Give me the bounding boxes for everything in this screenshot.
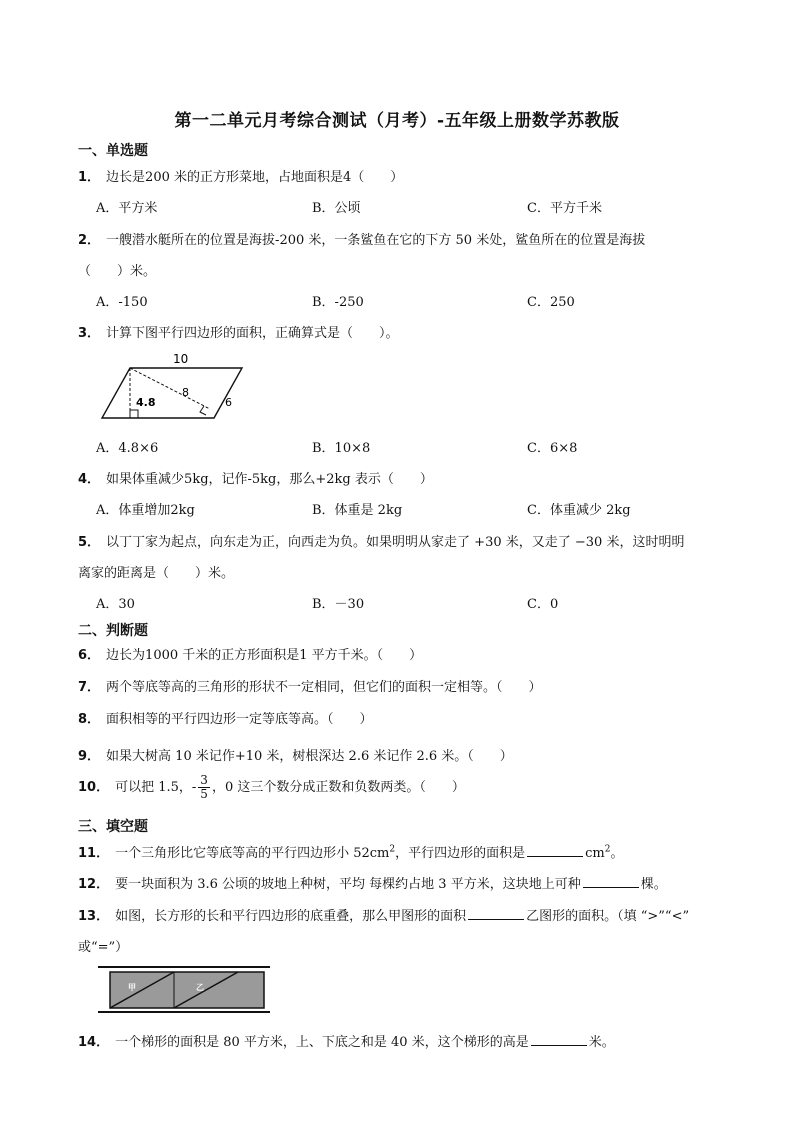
fig-label-yi: 乙 xyxy=(196,983,204,992)
q5-option-c[interactable]: C．0 xyxy=(527,597,559,612)
q3-option-c[interactable]: C．6×8 xyxy=(527,441,578,456)
q1-option-b[interactable]: B．公顷 xyxy=(312,201,361,216)
q5-option-b[interactable]: B．－30 xyxy=(312,597,365,612)
fig-label-diagonal: 8 xyxy=(182,386,189,399)
q1-option-a[interactable]: A．平方米 xyxy=(96,201,158,216)
q4-option-b[interactable]: B．体重是 2kg xyxy=(312,503,403,518)
page-title: 第一二单元月考综合测试（月考）-五年级上册数学苏教版 xyxy=(174,111,620,131)
q3-option-a[interactable]: A．4.8×6 xyxy=(96,441,159,456)
fraction-three-fifths: $\frac{3}{5}$ xyxy=(200,773,208,801)
q4-option-a[interactable]: A．体重增加2kg xyxy=(96,503,195,518)
section-heading-fill-in: 三、填空题 xyxy=(78,819,148,835)
question-5: 5． 以丁丁家为起点，向东走为正，向西走为负。如果明明从家走了 +30 米，又走了 −30 米，这时明明 xyxy=(78,535,685,550)
q2-option-c[interactable]: C．250 xyxy=(527,295,575,310)
rectangle-parallelogram-figure xyxy=(98,964,270,1016)
question-5-continued: 离家的距离是（ ）米。 xyxy=(78,566,235,581)
q3-option-b[interactable]: B．10×8 xyxy=(312,441,371,456)
q2-option-b[interactable]: B．-250 xyxy=(312,295,364,310)
fig-label-side: 6 xyxy=(225,396,232,409)
section-heading-single-choice: 一、单选题 xyxy=(78,143,148,159)
q1-option-c[interactable]: C．平方千米 xyxy=(527,201,602,216)
q5-option-a[interactable]: A．30 xyxy=(96,597,135,612)
parallelogram-figure xyxy=(96,348,246,424)
question-4: 4． 如果体重减少5kg，记作-5kg，那么+2kg 表示（ ） xyxy=(78,472,433,487)
answer-blank-13[interactable] xyxy=(468,907,524,920)
question-3: 3． 计算下图平行四边形的面积，正确算式是（ ）。 xyxy=(78,326,399,341)
question-13: 13． 如图，长方形的长和平行四边形的底重叠，那么甲图形的面积 乙图形的面积。（填 “>”“<” xyxy=(78,909,690,924)
question-2-continued: （ ）米。 xyxy=(78,264,157,279)
question-12: 12． 要一块面积为 3.6 公顷的坡地上种树，平均 每棵约占地 3 平方米，这块地上可种 棵。 xyxy=(78,877,667,892)
question-2: 2． 一艘潜水艇所在的位置是海拔-200 米，一条鲨鱼在它的下方 50 米处，鲨鱼所在的位置是海拔 xyxy=(78,233,646,248)
section-heading-true-false: 二、判断题 xyxy=(78,623,148,639)
answer-blank-11[interactable] xyxy=(527,844,583,857)
fig-label-jia: 甲 xyxy=(128,983,136,992)
fig-label-height: 4.8 xyxy=(136,396,156,409)
question-14: 14． 一个梯形的面积是 80 平方米，上、下底之和是 40 米，这个梯形的高是 米。 xyxy=(78,1035,615,1050)
q4-option-c[interactable]: C．体重减少 2kg xyxy=(527,503,631,518)
answer-blank-12[interactable] xyxy=(583,875,639,888)
q2-option-a[interactable]: A．-150 xyxy=(96,295,148,310)
question-6: 6． 边长为1000 千米的正方形面积是1 平方千米。（ ） xyxy=(78,648,423,663)
question-10: 10． 可以把 1.5，- $\frac{3}{5}$ ，0 这三个数分成正数和负数两类。（ ） xyxy=(78,773,465,801)
question-9: 9． 如果大树高 10 米记作+10 米，树根深达 2.6 米记作 2.6 米。（ ） xyxy=(78,749,513,764)
question-7: 7． 两个等底等高的三角形的形状不一定相同，但它们的面积一定相等。（ ） xyxy=(78,680,542,695)
question-11: 11． 一个三角形比它等底等高的平行四边形小 $52cm^2$，平行四边形的面积是 $cm^2$。 xyxy=(78,844,624,861)
answer-blank-14[interactable] xyxy=(531,1033,587,1046)
fig-label-top: 10 xyxy=(173,352,189,366)
question-8: 8． 面积相等的平行四边形一定等底等高。（ ） xyxy=(78,712,373,727)
question-13-continued: 或“=”） xyxy=(78,940,129,955)
question-1: 1． 边长是200 米的正方形菜地，占地面积是4（ ） xyxy=(78,170,404,185)
